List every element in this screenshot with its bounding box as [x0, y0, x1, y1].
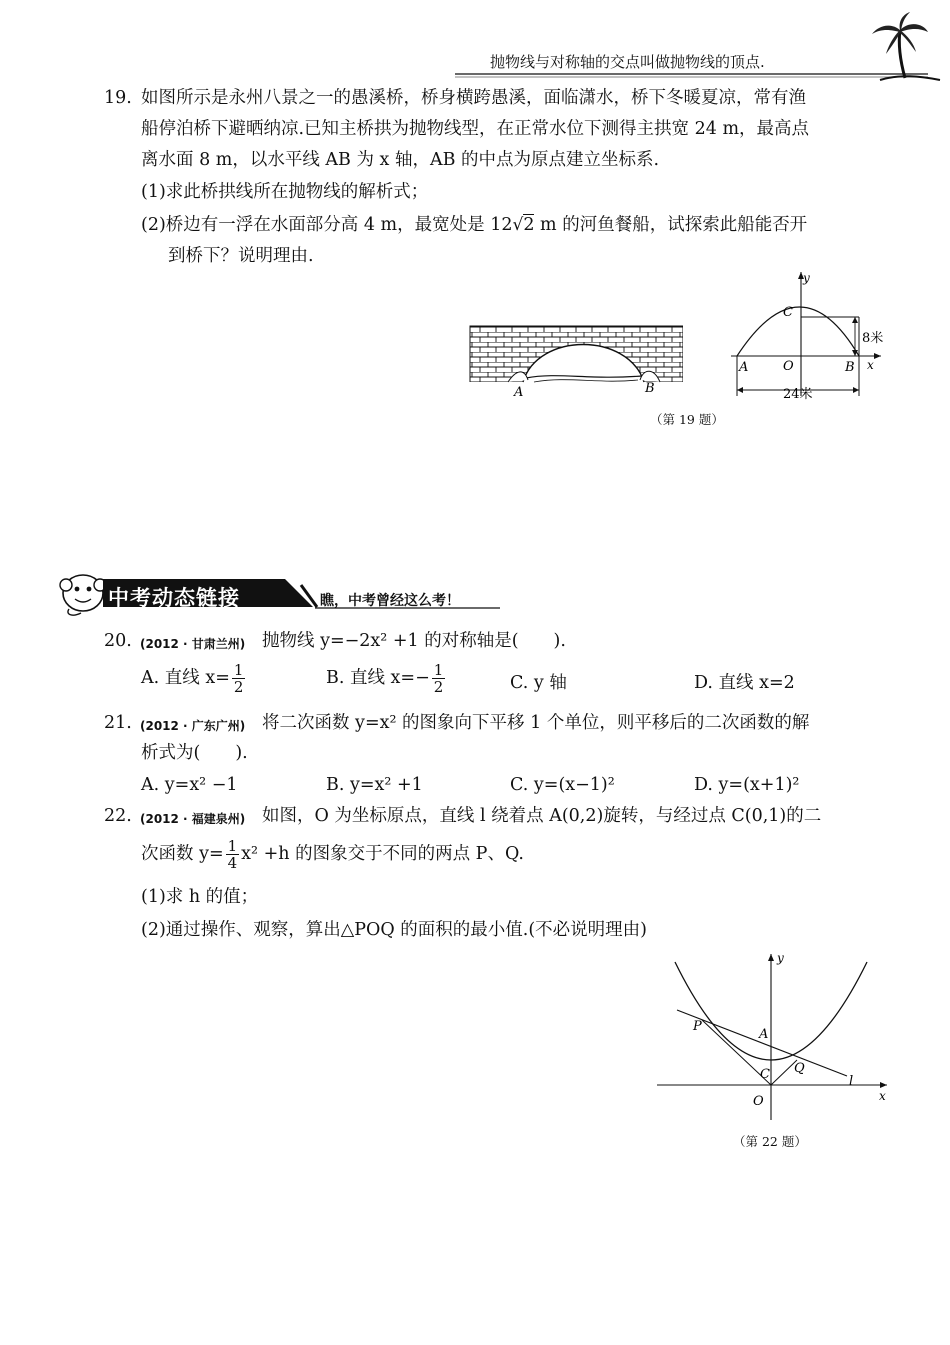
q22-label-y: y: [777, 951, 784, 965]
palm-tree-icon: [872, 12, 940, 80]
diagram-label-y: y: [803, 271, 810, 285]
q22-parabola-diagram: [655, 950, 895, 1130]
q19-part2: (2)桥边有一浮在水面部分高 4 m，最宽处是 12√2 m 的河鱼餐船，试探索此船能否开: [141, 215, 808, 235]
q21-option-C: C. y=(x−1)²: [510, 775, 615, 795]
fraction: $\frac{1}{4}$: [227, 837, 238, 872]
q19-part1: (1)求此桥拱线所在抛物线的解析式；: [141, 182, 429, 202]
parabola-arch-diagram: [725, 268, 895, 403]
q22-caption: （第 22 题）: [733, 1134, 807, 1149]
q21-stem-cont: 析式为( ).: [141, 743, 248, 763]
q22-label-l: l: [849, 1074, 854, 1089]
q22-source: (2012 · 福建泉州): [140, 812, 246, 826]
q20-option-D: D. 直线 x=2: [694, 673, 795, 693]
q19-text-line3: 离水面 8 m，以水平线 AB 为 x 轴，AB 的中点为原点建立坐标系.: [141, 150, 660, 170]
q22-part2: (2)通过操作、观察，算出△POQ 的面积的最小值.(不必说明理由): [141, 920, 647, 940]
section-title: 中考动态链接: [108, 586, 240, 610]
q22-label-x: x: [879, 1089, 886, 1103]
diagram-width-label: 24米: [783, 387, 813, 402]
q20-number: 20.: [104, 631, 132, 651]
bridge-illustration: [468, 322, 688, 400]
sqrt-symbol: √: [512, 215, 524, 235]
q19-caption: （第 19 题）: [650, 412, 724, 427]
q20-option-B: B. 直线 x=− $\frac{1}{2}$: [326, 661, 444, 696]
q22-label-P: P: [693, 1019, 702, 1034]
q21-number: 21.: [104, 713, 132, 733]
q22-label-C: C: [760, 1067, 770, 1082]
q22-stem-cont: 次函数 y= $\frac{1}{4}$ x² +h 的图象交于不同的两点 P、Q.: [141, 837, 524, 872]
q21-option-B: B. y=x² +1: [326, 775, 423, 795]
diagram-height-label: 8米: [862, 331, 884, 346]
q19-text-line1: 如图所示是永州八景之一的愚溪桥，桥身横跨愚溪，面临潇水，桥下冬暖夏凉，常有渔: [141, 88, 806, 108]
diagram-label-x: x: [867, 358, 874, 372]
q20-stem: 抛物线 y=−2x² +1 的对称轴是( ).: [262, 631, 566, 651]
diagram-label-O: O: [783, 359, 794, 374]
diagram-label-A: A: [739, 360, 749, 375]
section-subtitle: 瞧，中考曾经这么考！: [320, 593, 460, 609]
bridge-label-B: B: [645, 381, 655, 396]
q21-option-D: D. y=(x+1)²: [694, 775, 800, 795]
q22-label-O: O: [753, 1094, 764, 1109]
q22-part1: (1)求 h 的值；: [141, 887, 259, 907]
bridge-label-A: A: [514, 385, 524, 400]
header-decoration: [0, 0, 950, 90]
diagram-label-B: B: [845, 360, 855, 375]
q22-label-Q: Q: [794, 1061, 805, 1076]
q22-stem: 如图，O 为坐标原点，直线 l 绕着点 A(0,2)旋转，与经过点 C(0,1)的二: [262, 806, 822, 826]
fraction: $\frac{1}{2}$: [233, 661, 244, 696]
q21-source: (2012 · 广东广州): [140, 719, 246, 733]
q19-number: 19.: [104, 88, 132, 108]
fraction: $\frac{1}{2}$: [433, 661, 444, 696]
q19-text-line2: 船停泊桥下避晒纳凉.已知主桥拱为抛物线型，在正常水位下测得主拱宽 24 m，最高点: [141, 119, 810, 139]
monkey-mascot-icon: [60, 575, 106, 615]
diagram-label-C: C: [783, 305, 793, 320]
q21-option-A: A. y=x² −1: [141, 775, 238, 795]
q20-option-C: C. y 轴: [510, 673, 567, 693]
q20-option-A: A. 直线 x= $\frac{1}{2}$: [141, 661, 244, 696]
q21-stem: 将二次函数 y=x² 的图象向下平移 1 个单位，则平移后的二次函数的解: [262, 713, 810, 733]
header-text: 抛物线与对称轴的交点叫做抛物线的顶点.: [490, 53, 765, 71]
q20-source: (2012 · 甘肃兰州): [140, 637, 246, 651]
q22-number: 22.: [104, 806, 132, 826]
q22-label-A: A: [759, 1027, 769, 1042]
q19-part2-cont: 到桥下？说明理由.: [168, 246, 314, 266]
